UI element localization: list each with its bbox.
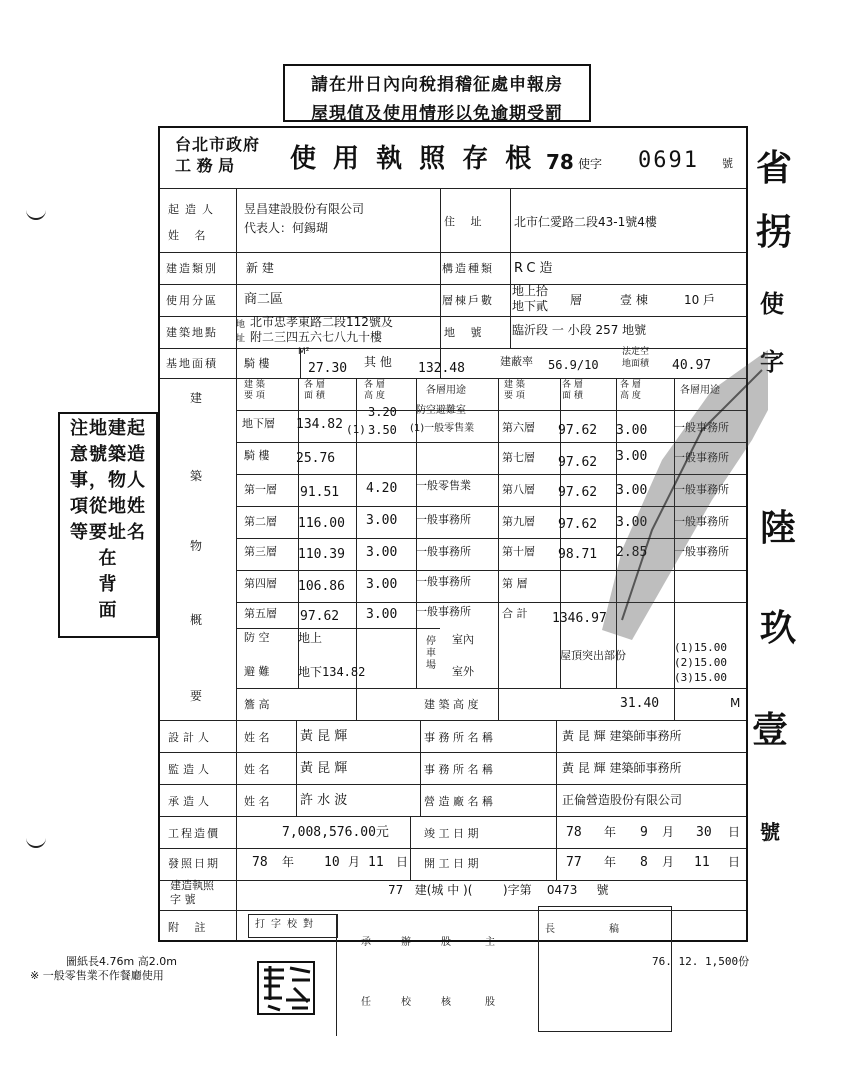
row-rule — [160, 848, 746, 849]
floor-area: 97.62 — [300, 609, 340, 624]
floor-height: 3.00 — [366, 545, 398, 560]
permit-label-2: 字 號 — [170, 893, 196, 906]
floor-name: 第一層 — [244, 483, 277, 496]
scan-blot-icon — [592, 330, 770, 650]
row-rule — [160, 720, 746, 721]
proofread-stamp — [248, 914, 338, 938]
contractor-office: 正倫營造股份有限公司 — [562, 793, 683, 807]
col-header: 建 築 要 項 — [244, 380, 265, 401]
month-char: 月 — [662, 855, 675, 869]
issue-day: 11 — [368, 855, 384, 870]
side-note-box — [58, 412, 158, 638]
approval-grid — [538, 906, 672, 1032]
floor-height: 3.00 — [616, 483, 648, 498]
builder-address: 北市仁愛路二段43-1號4樓 — [514, 215, 657, 229]
org-line-1: 台北市政府 — [175, 135, 261, 154]
permit-label-1: 建造執照 — [170, 879, 214, 892]
row-rule — [236, 688, 746, 689]
month-char: 月 — [348, 855, 361, 869]
floor-height: 3.20 — [368, 405, 397, 419]
cost-value: 7,008,576.00元 — [282, 825, 389, 840]
structure-value: RC造 — [514, 261, 557, 276]
site-address-2: 附二三四五六七八九十樓 — [250, 330, 383, 344]
row-rule — [160, 816, 746, 817]
col-rule — [510, 188, 511, 284]
supervisor-office: 黃 昆 輝 建築師事務所 — [562, 761, 682, 775]
floor-area: 97.62 — [558, 455, 598, 470]
coverage-value: 56.9/10 — [548, 358, 599, 372]
shelter-above: 地上 — [298, 631, 323, 645]
signoff-col: 主 — [485, 937, 495, 948]
roof-1: (1)15.00 — [674, 641, 727, 654]
contractor-label: 承造人 — [168, 795, 213, 808]
office-label: 營 造 廠 名 稱 — [424, 795, 493, 808]
row-rule — [160, 880, 746, 881]
arcade-label: 騎 樓 — [244, 357, 270, 370]
org-line-2: 工 務 局 — [175, 156, 235, 175]
builder-rep: 代表人：何錫瑚 — [244, 221, 329, 235]
floor-use: 一般事務所 — [674, 451, 729, 464]
finish-day: 30 — [696, 825, 712, 840]
margin-char: 省 — [756, 147, 793, 189]
notice-line-2: 屋現值及使用情形以免逾期受罰 — [311, 104, 563, 124]
floor-area: 116.00 — [298, 516, 345, 531]
site-area-label: 基地面積 — [166, 357, 218, 370]
open-area-label-2: 地面積 — [622, 359, 650, 369]
build-type-value: 新 建 — [246, 261, 274, 275]
row-rule — [160, 752, 746, 753]
side-note-line: 項從地姓 — [70, 496, 146, 517]
other-label: 其 他 — [364, 355, 392, 369]
build-type-label: 建造類別 — [166, 262, 218, 275]
notice-box — [283, 64, 591, 122]
floor-area-2: (1) — [346, 423, 366, 436]
site-addr-tag: 地址 — [236, 320, 246, 344]
side-note-line: 注地建起 — [70, 418, 146, 439]
year-char: 年 — [604, 825, 617, 839]
col-rule — [420, 720, 421, 816]
page-title: 使 用 執 照 存 根 — [290, 144, 536, 174]
col-header: 各層用途 — [680, 385, 720, 396]
row-rule — [160, 284, 746, 285]
floor-use: 一般事務所 — [416, 575, 471, 588]
floor-name: 第二層 — [244, 515, 277, 528]
floor-use: 防空避難室 — [416, 405, 466, 416]
designer-office: 黃 昆 輝 建築師事務所 — [562, 729, 682, 743]
office-label: 事 務 所 名 稱 — [424, 731, 493, 744]
row-rule — [160, 252, 746, 253]
start-day: 11 — [694, 855, 710, 870]
name-label: 姓 名 — [244, 763, 270, 776]
col-rule — [556, 720, 557, 816]
margin-char: 玖 — [760, 607, 797, 649]
designer-label: 設計人 — [168, 731, 213, 744]
floor-height: 4.20 — [366, 481, 398, 496]
parking-indoor: 室內 — [452, 633, 474, 646]
buildings-count: 壹 棟 — [620, 293, 648, 307]
side-label: 概 — [190, 613, 203, 627]
floor-area: 97.62 — [558, 485, 598, 500]
issue-month: 10 — [324, 855, 340, 870]
parking-label: 停車場 — [426, 636, 436, 671]
builder-label: 起造人 — [168, 203, 219, 216]
floor-use: 一般事務所 — [674, 515, 729, 528]
floor-area: 25.76 — [296, 451, 336, 466]
row-rule — [160, 316, 746, 317]
units-count: 10 戶 — [684, 293, 716, 307]
col-rule — [410, 816, 411, 880]
side-label: 建 — [190, 391, 203, 405]
signoff-col: 校 — [401, 997, 411, 1008]
permit-text: 77 建(城 中 )( )字第 0473 號 — [388, 883, 609, 897]
margin-char: 拐 — [756, 211, 793, 253]
floor-use: 一般事務所 — [674, 483, 729, 496]
shelter-label-2: 避 難 — [244, 665, 270, 678]
signoff-col: 辦 — [401, 937, 411, 948]
floor-height: 3.00 — [616, 423, 648, 438]
finish-date-label: 竣 工 日 期 — [424, 827, 479, 840]
open-area-value: 40.97 — [672, 358, 712, 373]
finish-month: 9 — [640, 825, 648, 840]
supervisor-label: 監造人 — [168, 763, 213, 776]
floor-height: 3.00 — [616, 515, 648, 530]
margin-char: 號 — [760, 820, 780, 844]
footer-line-2: ※ 一般零售業不作餐廳使用 — [30, 969, 164, 982]
floor-height-2: 3.50 — [368, 423, 397, 437]
floor-use: 一般事務所 — [416, 513, 471, 526]
signoff-col: 任 — [361, 997, 371, 1008]
zoning-label: 使用分區 — [166, 294, 218, 307]
col-header: 各 層 高 度 — [364, 380, 385, 401]
address-label: 住 址 — [444, 215, 488, 228]
signoff-col: 股 — [441, 937, 451, 948]
col-header: 建 築 要 項 — [504, 380, 525, 401]
floor-name: 第七層 — [502, 451, 535, 464]
floor-use: 一般事務所 — [674, 545, 729, 558]
structure-label: 構造種類 — [442, 262, 494, 275]
floor-area: 106.86 — [298, 579, 345, 594]
col-rule — [498, 378, 499, 720]
floor-area: 98.71 — [558, 547, 598, 562]
floor-name: 第六層 — [502, 421, 535, 434]
floor-area: 97.62 — [558, 423, 598, 438]
floor-name: 地下層 — [242, 417, 275, 430]
row-rule — [160, 188, 746, 189]
roof-label: 屋頂突出部份 — [560, 649, 626, 662]
other-area: 132.48 — [418, 361, 465, 376]
floor-use: 一般事務所 — [416, 605, 471, 618]
col-rule — [556, 816, 557, 880]
arcade-area: 27.30 — [308, 361, 348, 376]
permit-suffix: 號 — [722, 157, 733, 170]
floors-above: 地上拾 — [512, 284, 549, 298]
floor-area: 110.39 — [298, 547, 345, 562]
builder-label-2: 姓 名 — [168, 229, 212, 242]
side-label: 物 — [190, 539, 203, 553]
unit-label: M² — [298, 347, 310, 357]
year-char: 年 — [604, 855, 617, 869]
supervisor-name: 黃 昆 輝 — [300, 761, 348, 776]
side-note-line: 事，物人 — [70, 470, 146, 491]
name-label: 姓 名 — [244, 731, 270, 744]
notes-label: 附 註 — [168, 921, 212, 934]
col-header: 各 層 高 度 — [620, 380, 641, 401]
print-date: 76. 12. 1,500份 — [652, 955, 750, 968]
site-label: 建築地點 — [166, 326, 218, 339]
floor-name: 第三層 — [244, 545, 277, 558]
floor-use: 一般零售業 — [416, 479, 471, 492]
floors-count-label: 層棟戶數 — [442, 294, 494, 307]
signoff-grid — [336, 914, 537, 1036]
floors-below: 地下貳 — [512, 299, 549, 313]
binding-mark — [26, 832, 46, 848]
shelter-label-1: 防 空 — [244, 631, 270, 644]
lot-label: 地 號 — [444, 326, 488, 339]
floor-area: 97.62 — [558, 517, 598, 532]
finish-year: 78 — [566, 825, 582, 840]
col-rule — [440, 284, 441, 348]
day-char: 日 — [728, 825, 741, 839]
site-address-1: 北市忠孝東路二段112號及 — [250, 315, 393, 329]
seal-stamp-icon — [256, 960, 316, 1016]
side-note-footer: 背 — [98, 574, 118, 595]
floor-name: 第九層 — [502, 515, 535, 528]
eave-height-label: 簷 高 — [244, 698, 270, 711]
floor-use: 一般事務所 — [416, 545, 471, 558]
start-year: 77 — [566, 855, 582, 870]
permit-prefix: 使字 — [578, 157, 603, 171]
signoff-col: 承 — [361, 937, 371, 948]
side-label: 築 — [190, 469, 203, 483]
side-note-line: 意號築造 — [70, 444, 146, 465]
parking-outdoor: 室外 — [452, 665, 474, 678]
floor-name: 第十層 — [502, 545, 535, 558]
col-header: 各 層 面 積 — [562, 380, 583, 401]
floor-name: 第四層 — [244, 577, 277, 590]
signoff-col: 核 — [441, 997, 451, 1008]
proofread-text: 打字校對 — [255, 919, 319, 930]
col-rule — [236, 188, 237, 940]
floor-name: 第八層 — [502, 483, 535, 496]
floor-name: 騎 樓 — [244, 449, 270, 462]
floor-name: 第五層 — [244, 607, 277, 620]
floor-area: 91.51 — [300, 485, 340, 500]
day-char: 日 — [728, 855, 741, 869]
col-header: 各 層 面 積 — [304, 380, 325, 401]
floor-height: 2.85 — [616, 545, 648, 560]
margin-char: 陸 — [760, 507, 797, 549]
contractor-name: 許 水 波 — [300, 793, 348, 808]
notice-line-1: 請在卅日內向稅捐稽征處申報房 — [311, 75, 563, 95]
year-char: 年 — [282, 855, 295, 869]
floor-height: 3.00 — [366, 607, 398, 622]
building-height-label: 建 築 高 度 — [424, 698, 479, 711]
floors-ceng: 層 — [570, 293, 583, 307]
lot-value: 臨沂段 一 小段 257 地號 — [512, 323, 647, 337]
issue-date-label: 發照日期 — [168, 857, 220, 870]
office-label: 事 務 所 名 稱 — [424, 763, 493, 776]
footer-line-1: 圖紙長4.76m 高2.0m — [66, 955, 177, 968]
coverage-label: 建蔽率 — [500, 355, 533, 368]
start-date-label: 開 工 日 期 — [424, 857, 479, 870]
margin-char: 壹 — [752, 709, 789, 751]
roof-3: (3)15.00 — [674, 671, 727, 684]
row-rule — [160, 784, 746, 785]
signoff-col: 股 — [485, 997, 495, 1008]
zoning-value: 商二區 — [244, 292, 284, 307]
open-area-label-1: 法定空 — [622, 347, 650, 357]
builder-name: 昱昌建設股份有限公司 — [244, 202, 365, 216]
signoff-col: 稿 — [609, 924, 619, 935]
permit-year: 78 — [546, 150, 574, 174]
total-area: 1346.97 — [552, 611, 607, 626]
col-rule — [296, 720, 297, 816]
shelter-below: 地下134.82 — [298, 665, 366, 679]
floor-use-2: (1)一般零售業 — [410, 423, 475, 434]
floor-area: 134.82 — [296, 417, 343, 432]
floor-name: 第 層 — [502, 577, 528, 590]
floor-use: 一般事務所 — [674, 421, 729, 434]
building-height: 31.40 — [620, 696, 660, 711]
month-char: 月 — [662, 825, 675, 839]
margin-char: 字 — [760, 347, 784, 376]
floor-height: 3.00 — [366, 513, 398, 528]
day-char: 日 — [396, 855, 409, 869]
floor-height: 3.00 — [616, 449, 648, 464]
permit-number: 0691 — [638, 148, 699, 173]
margin-char: 使 — [760, 289, 784, 318]
roof-2: (2)15.00 — [674, 656, 727, 669]
side-note-footer: 在 — [98, 548, 118, 569]
cost-label: 工程造價 — [168, 827, 220, 840]
floor-name: 合 計 — [502, 607, 528, 620]
side-label: 要 — [190, 689, 203, 703]
binding-mark — [26, 204, 46, 220]
col-rule — [440, 188, 441, 284]
side-note-line: 等要址名 — [70, 522, 146, 543]
height-unit: M — [730, 696, 741, 710]
signoff-col: 長 — [545, 924, 555, 935]
col-header: 各層用途 — [426, 385, 466, 396]
floor-height: 3.00 — [366, 577, 398, 592]
issue-year: 78 — [252, 855, 268, 870]
col-rule — [510, 284, 511, 348]
designer-name: 黃 昆 輝 — [300, 729, 348, 744]
row-rule — [236, 628, 440, 629]
side-note-footer: 面 — [98, 600, 118, 621]
name-label: 姓 名 — [244, 795, 270, 808]
start-month: 8 — [640, 855, 648, 870]
